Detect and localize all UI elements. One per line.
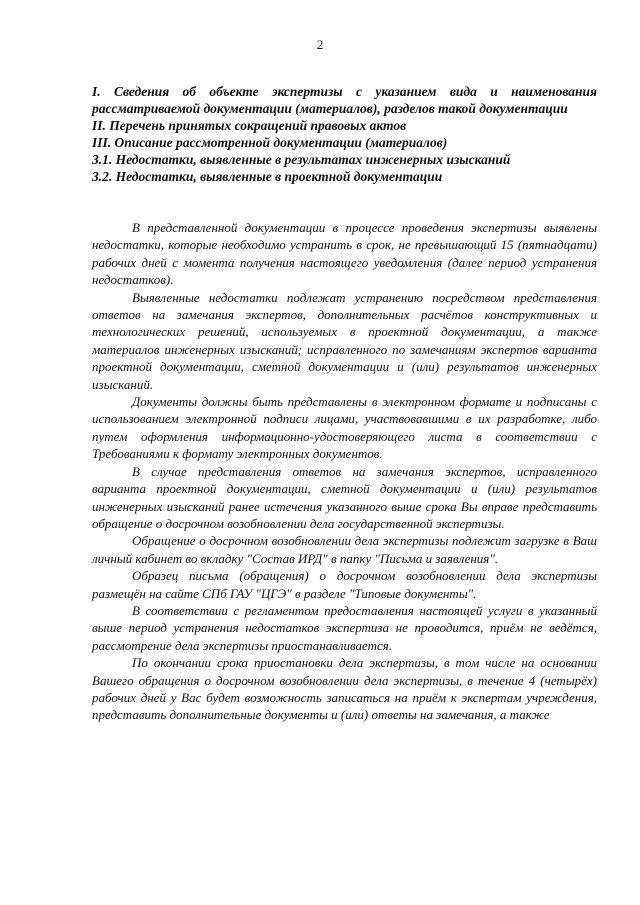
paragraph-electronic-format: Документы должны быть представлены в электронном формате и подписаны с использованием электронной подписи лицами, участвовавшими в их разработке, либо путем оформления информационно-удостоверяющего листа в соответствии с Требованиями к формату электронных документов. xyxy=(92,394,597,462)
paragraph-letter-template: Образец письма (обращения) о досрочном возобновлении дела экспертизы размещён на сайте СПб ГАУ "ЦГЭ" в разделе "Типовые документы". xyxy=(92,568,597,601)
paragraph-suspension: В соответствии с регламентом предоставления настоящей услуги в указанный выше период устранения недостатков экспертиза не проводится, приём не ведётся, рассмотрение дела экспертизы приостанавливается. xyxy=(92,602,597,653)
paragraph-deficiencies-remedy: Выявленные недостатки подлежат устранению посредством представления ответов на замечания экспертов, дополнительных расчётов конструктивных и технологических решений, используемых в проектной документации, а также материалов инженерных изысканий; исправленного по замечаниям экспертов варианта проектной документации, сметной документации и (или) результатов инженерных изысканий. xyxy=(92,289,597,392)
paragraph-deficiencies-found: В представленной документации в процессе проведения экспертизы выявлены недостатки, которые необходимо устранить в срок, не превышающий 15 (пятнадцати) рабочих дней с момента получения настоящего уведомления (далее период устранения недостатков). xyxy=(92,220,597,288)
heading-section-1: I. Сведения об объекте экспертизы с указанием вида и наименования рассматриваемой документации (материалов), разделов такой документации xyxy=(92,84,597,116)
paragraph-after-suspension: По окончании срока приостановки дела экспертизы, в том числе на основании Вашего обращения о досрочном возобновлении дела экспертизы, в течение 4 (четырёх) рабочих дней у Вас будет возможность записаться на приём к экспертам учреждения, представить дополнительные документы и (или) ответы на замечания, а также xyxy=(92,655,597,723)
section-headings xyxy=(92,83,597,185)
heading-section-3: III. Описание рассмотренной документации (материалов) xyxy=(92,135,448,150)
heading-section-3-2: 3.2. Недостатки, выявленные в проектной документации xyxy=(92,169,443,184)
page-number: 2 xyxy=(316,37,324,52)
paragraph-early-resumption: В случае представления ответов на замечания экспертов, исправленного варианта проектной документации, сметной документации и (или) результатов инженерных изысканий ранее истечения указанного выше срока Вы вправе представить обращение о досрочном возобновлении дела государственной экспертизы. xyxy=(92,463,597,531)
body-text xyxy=(92,219,597,724)
heading-section-3-1: 3.1. Недостатки, выявленные в результатах инженерных изысканий xyxy=(92,152,511,167)
paragraph-upload-request: Обращение о досрочном возобновлении дела экспертизы подлежит загрузке в Ваш личный кабинет во вкладку "Состав ИРД" в папку "Письма и заявления". xyxy=(92,533,597,566)
heading-section-2: II. Перечень принятых сокращений правовых актов xyxy=(92,118,407,133)
